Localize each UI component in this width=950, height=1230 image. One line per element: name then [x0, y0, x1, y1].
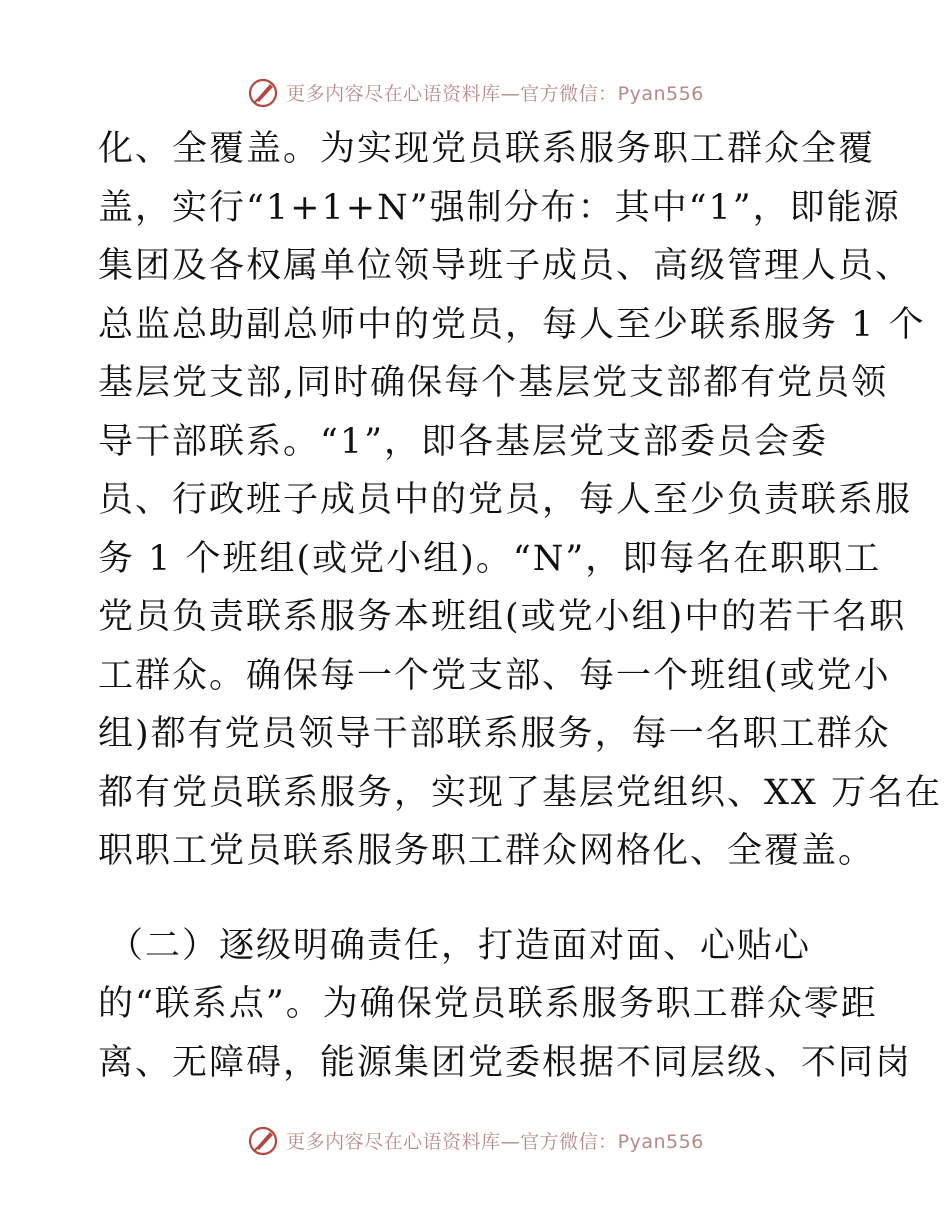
text-line: 化、全覆盖。为实现党员联系服务职工群众全覆 — [98, 129, 876, 169]
text-line: 盖，实行“1+1+N”强制分布：其中“1”，即能源 — [98, 187, 901, 228]
text-line: 基层党支部,同时确保每个基层党支部都有党员领 — [98, 363, 889, 403]
text-line: 员、行政班子成员中的党员，每人至少负责联系服 — [98, 480, 913, 520]
text-line: 导干部联系。“1”，即各基层党支部委员会委 — [98, 421, 829, 462]
watermark-text: 更多内容尽在心语资料库—官方微信：Pyan556 — [286, 82, 704, 105]
text-line: 职职工党员联系服务职工群众网格化、全覆盖。 — [98, 831, 876, 871]
watermark-text: 更多内容尽在心语资料库—官方微信：Pyan556 — [286, 1130, 704, 1153]
paragraph-2 — [98, 917, 913, 1093]
section-heading-line: （二）逐级明确责任，打造面对面、心贴心 — [108, 925, 812, 966]
text-line: 组)都有党员领导干部联系服务，每一名职工群众 — [98, 714, 891, 754]
document-body — [98, 120, 942, 1092]
text-line: 集团及各权属单位领导班子成员、高级管理人员、 — [98, 246, 913, 286]
text-line: 都有党员联系服务，实现了基层党组织、XX 万名在 — [98, 772, 942, 813]
quill-pen-icon — [246, 75, 280, 109]
footer-watermark — [0, 1120, 950, 1160]
text-line: 务 1 个班组(或党小组)。“N”，即每名在职职工 — [98, 538, 882, 579]
text-line: 工群众。确保每一个党支部、每一个班组(或党小 — [98, 655, 891, 696]
text-line: 的“联系点”。为确保党员联系服务职工群众零距 — [98, 984, 878, 1024]
header-watermark — [0, 72, 950, 112]
paragraph-1 — [98, 120, 942, 881]
quill-pen-icon — [246, 1123, 280, 1157]
text-line: 党员负责联系服务本班组(或党小组)中的若干名职 — [98, 597, 907, 637]
text-line: 总监总助副总师中的党员，每人至少联系服务 1 个 — [98, 304, 926, 345]
text-line: 离、无障碍，能源集团党委根据不同层级、不同岗 — [98, 1042, 913, 1083]
